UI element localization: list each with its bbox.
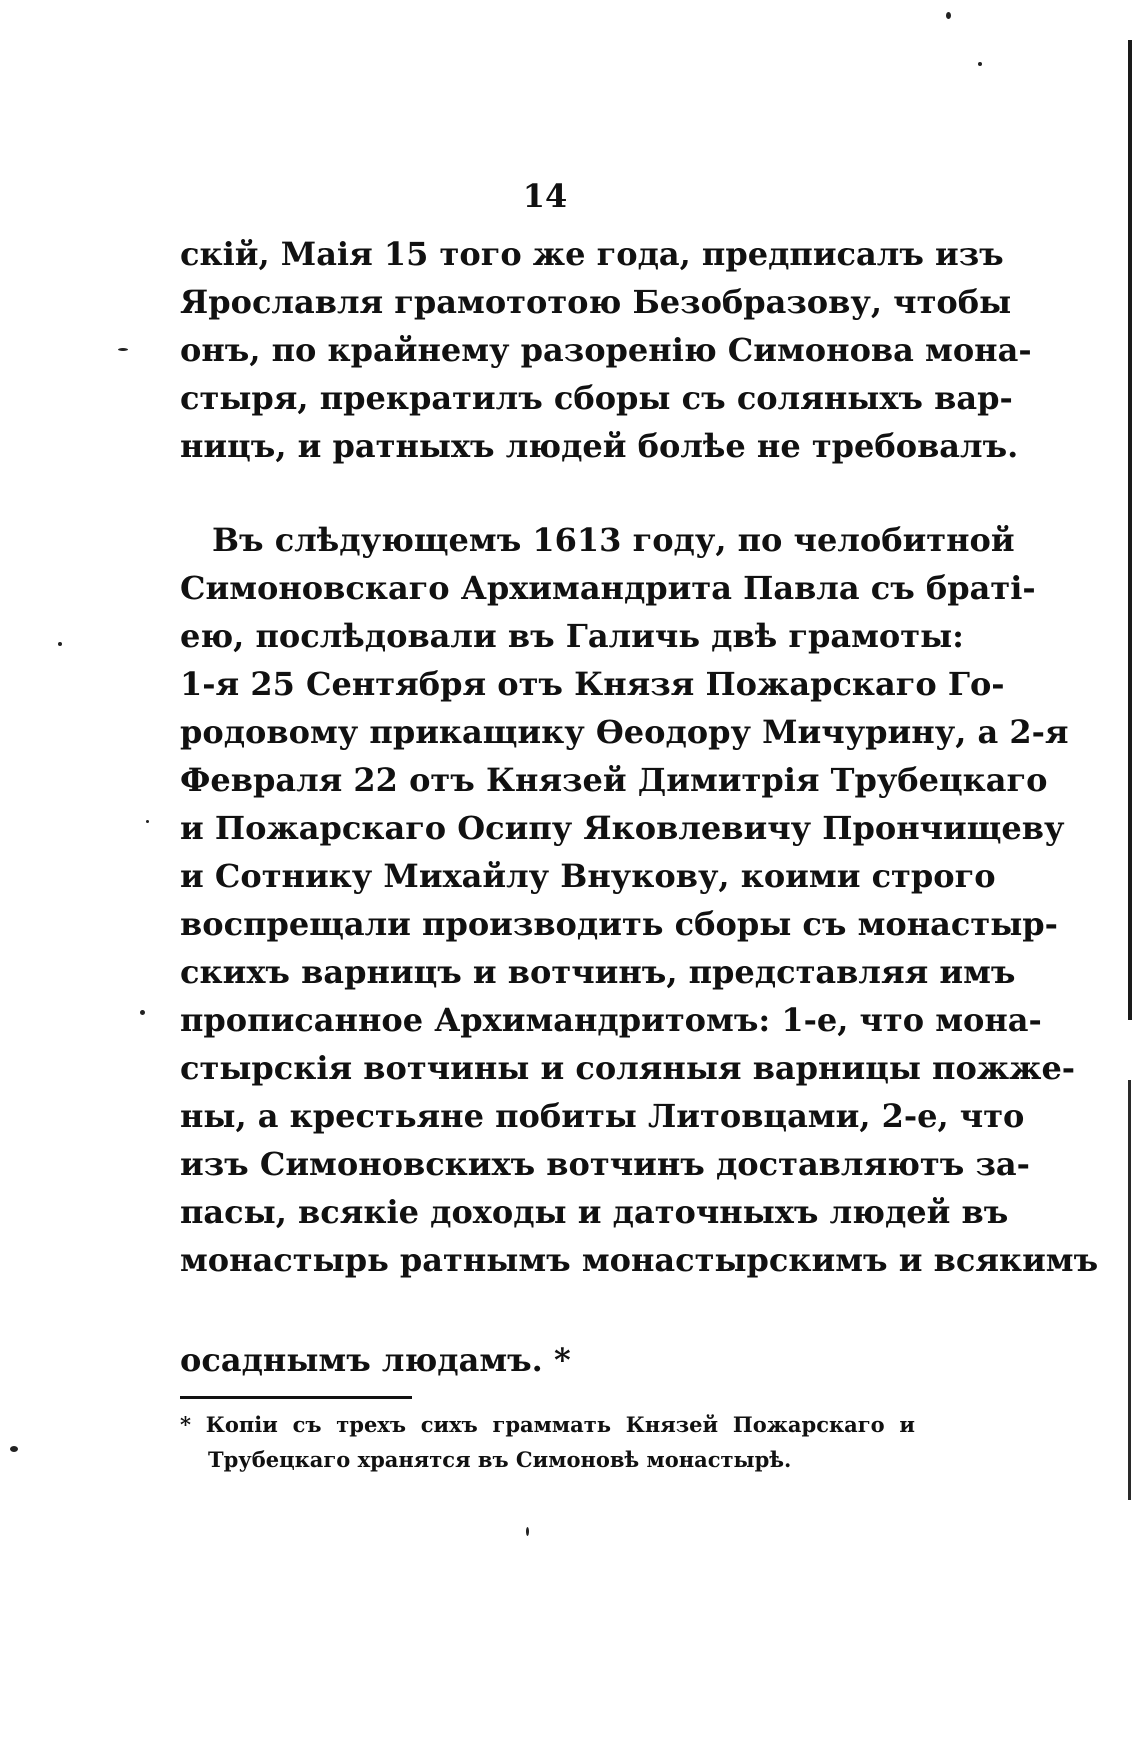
text-line: ницъ, и ратныхъ людей болѣе не требовалъ. [180, 427, 1019, 465]
text-line: прописанное Архимандритомъ: 1-е, что мона- [180, 1001, 1042, 1039]
text-line: родовому прикащику Ѳеодору Мичурину, а 2-я [180, 713, 1069, 751]
scan-edge-shadow [1128, 40, 1132, 1020]
text-line: Ярославля грамототою Безобразову, чтобы [180, 283, 1012, 321]
text-line: и Сотнику Михайлу Внукову, коими строго [180, 857, 996, 895]
scan-speck [10, 1446, 18, 1452]
footnote-line: Трубецкаго хранятся въ Симоновѣ монастырѣ. [208, 1447, 792, 1472]
text-line: и Пожарскаго Осипу Яковлевичу Прончищеву [180, 809, 1065, 847]
text-line: воспрещали производить сборы съ монастыр- [180, 905, 1058, 943]
text-line: осаднымъ людамъ. * [180, 1341, 571, 1379]
footnote-rule [180, 1396, 412, 1399]
text-line: Въ слѣдующемъ 1613 году, по челобитной [212, 521, 1015, 559]
text-line: стырскія вотчины и соляныя варницы пожже- [180, 1049, 1076, 1087]
text-line: монастырь ратнымъ монастырскимъ и всякимъ [180, 1241, 1099, 1279]
footnote-line: * Копіи съ трехъ сихъ граммать Князей Пожарскаго и [180, 1412, 915, 1437]
text-line: Февраля 22 отъ Князей Димитрія Трубецкаго [180, 761, 1048, 799]
scan-speck [118, 348, 128, 351]
text-line: стыря, прекратилъ сборы съ соляныхъ вар- [180, 379, 1013, 417]
text-line: скихъ варницъ и вотчинъ, представляя имъ [180, 953, 1016, 991]
text-line: ею, послѣдовали въ Галичь двѣ грамоты: [180, 617, 964, 655]
scan-speck [146, 820, 149, 823]
text-line: 1-я 25 Сентября отъ Князя Пожарскаго Го- [180, 665, 1005, 703]
text-line: Симоновскаго Архимандрита Павла съ браті- [180, 569, 1036, 607]
text-line: онъ, по крайнему разоренію Симонова мона- [180, 331, 1032, 369]
scan-speck [526, 1527, 529, 1536]
scan-speck [58, 642, 62, 646]
text-line: пасы, всякіе доходы и даточныхъ людей въ [180, 1193, 1009, 1231]
text-line: ны, а крестьяне побиты Литовцами, 2-е, что [180, 1097, 1025, 1135]
page-number: 14 [522, 177, 568, 215]
scan-speck [978, 62, 982, 66]
text-line: скій, Маія 15 того же года, предписалъ изъ [180, 235, 1004, 273]
scan-speck [946, 12, 951, 19]
scan-speck [140, 1010, 145, 1015]
scan-edge-shadow [1128, 1080, 1131, 1500]
text-line: изъ Симоновскихъ вотчинъ доставляютъ за- [180, 1145, 1030, 1183]
